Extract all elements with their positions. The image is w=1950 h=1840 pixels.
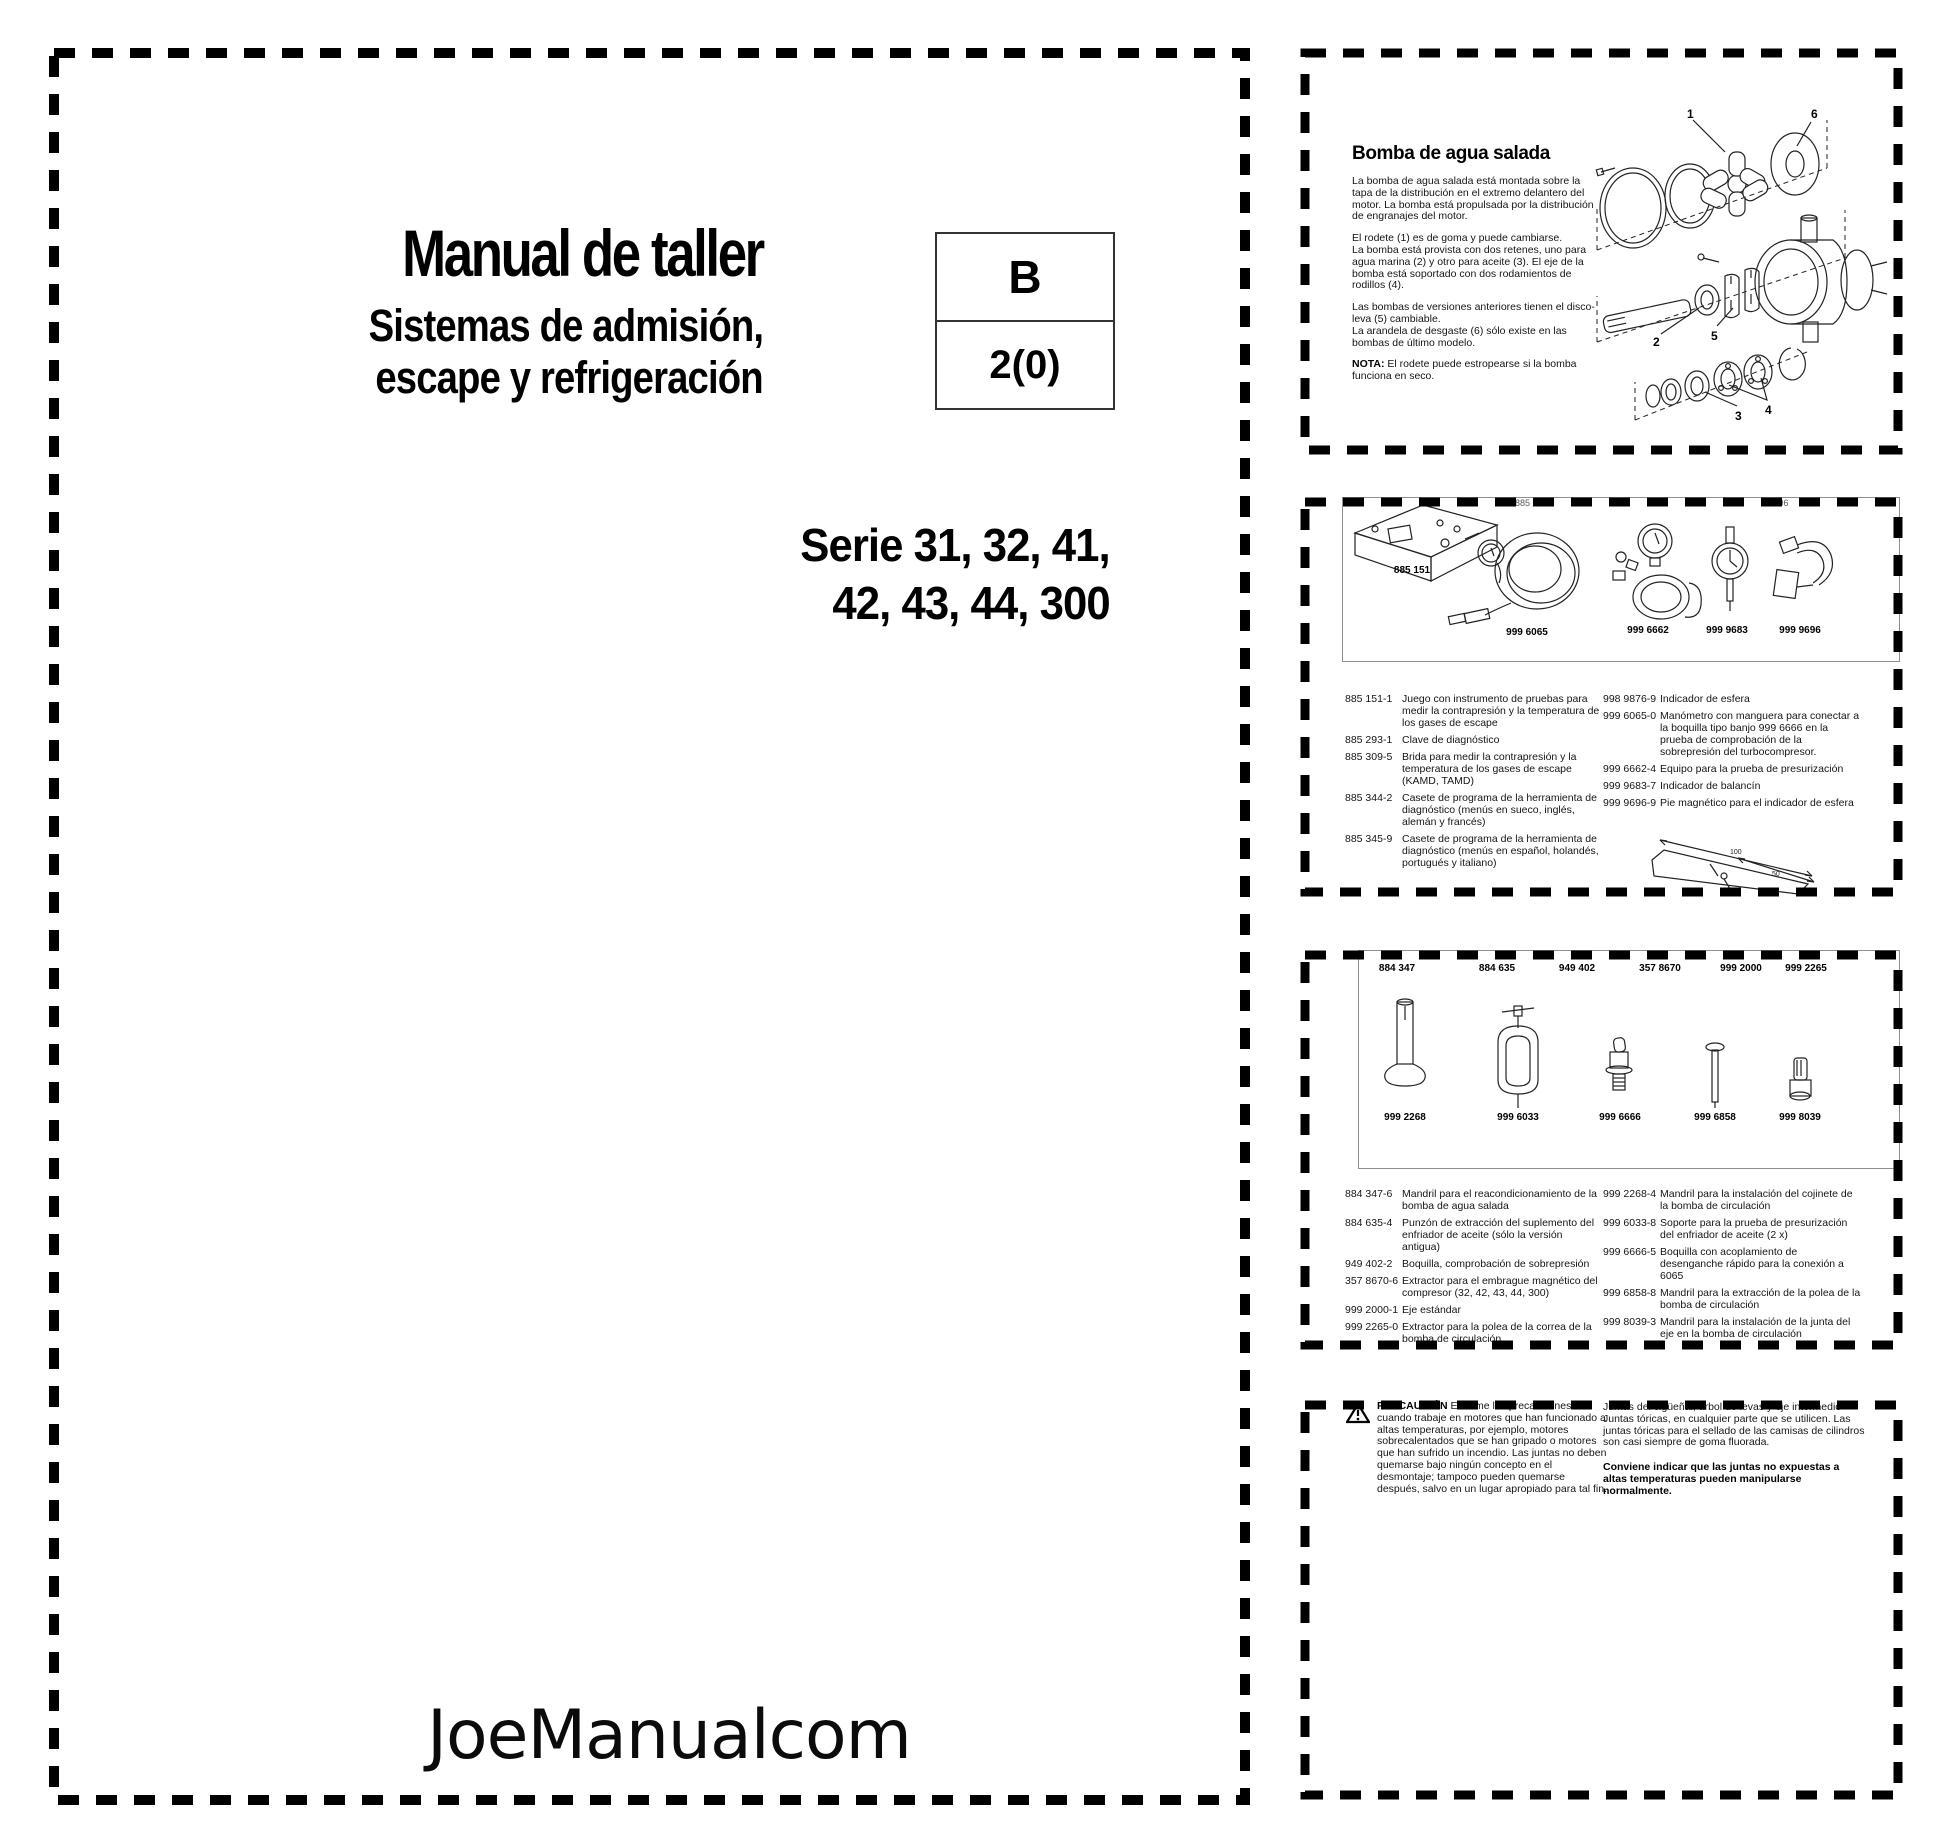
part-number: 999 9683-7 <box>1603 780 1657 792</box>
parts-list-right <box>1603 693 1861 814</box>
part-number: 885 293-1 <box>1345 734 1393 746</box>
series-line2: 42, 43, 44, 300 <box>832 577 1110 629</box>
panel-caution <box>1300 1400 1903 1800</box>
part-description: Pie magnético para el indicador de esfera <box>1660 797 1854 809</box>
part-number: 884 347-6 <box>1345 1188 1393 1200</box>
hose-with-gauge-icon <box>1448 533 1579 625</box>
part-row <box>1603 780 1861 792</box>
dimension-100: 100 <box>1730 849 1742 856</box>
part-description: Casete de programa de la herramienta de diagnóstico (menús en sueco, inglés, alemán y francés) <box>1402 792 1597 828</box>
clipped-tool-label: 88 <box>1648 498 1659 508</box>
tool-label: 999 9696 <box>1779 625 1821 636</box>
part-row <box>1345 1275 1603 1299</box>
note-label: NOTA: <box>1352 358 1385 371</box>
callout-4: 4 <box>1765 403 1772 417</box>
gaskets-block <box>1603 1402 1865 1498</box>
part-row <box>1345 792 1603 828</box>
part-row <box>1603 797 1861 809</box>
callout-1: 1 <box>1687 107 1694 121</box>
part-number: 999 2265-0 <box>1345 1321 1399 1333</box>
part-number: 999 9696-9 <box>1603 797 1657 809</box>
pump-housing-illustration <box>1755 215 1887 342</box>
gaskets-paragraph: Juntas tóricas, en cualquier parte que se utilicen. Las juntas tóricas para el sellado de las camisas de cilindros son casi siempre de goma fluorada. <box>1603 1412 1865 1449</box>
part-description: Extractor para el embrague magnético del compresor (32, 42, 43, 44, 300) <box>1402 1275 1598 1299</box>
pump-description <box>1352 176 1595 393</box>
pump-paragraph: El rodete (1) es de goma y puede cambiarse. <box>1352 232 1563 245</box>
part-row <box>1603 1217 1861 1241</box>
warning-triangle-icon <box>1346 1402 1370 1424</box>
part-number: 999 2000-1 <box>1345 1304 1399 1316</box>
part-row <box>1603 693 1861 705</box>
part-description: Mandril para el reacondicionamiento de la bomba de agua salada <box>1402 1188 1597 1212</box>
part-description: Brida para medir la contrapresión y la temperatura de los gases de escape (KAMD, TAMD) <box>1402 751 1577 787</box>
part-description: Boquilla con acoplamiento de desenganche rápido para la conexión a 6065 <box>1660 1246 1844 1282</box>
part-description: Equipo para la prueba de presurización <box>1660 763 1844 775</box>
part-number: 999 2268-4 <box>1603 1188 1657 1200</box>
part-row <box>1345 1304 1603 1316</box>
pressure-test-kit-icon <box>1613 524 1701 619</box>
callout-3: 3 <box>1735 409 1742 423</box>
callout-6: 6 <box>1811 107 1818 121</box>
cover-panel <box>49 48 1250 1805</box>
section-code-box <box>935 232 1115 410</box>
part-description: Manómetro con manguera para conectar a la boquilla tipo banjo 999 6666 en la prueba de comprobación de la sobrepresión del turbocompresor. <box>1660 710 1860 758</box>
manual-subtitle-line2: escape y refrigeración <box>375 352 763 403</box>
clipped-tool-label: 885 293 <box>1515 498 1548 508</box>
hose-connector-icon <box>1773 537 1832 599</box>
tool-label: 999 2265 <box>1785 963 1827 974</box>
part-description: Mandril para la instalación del cojinete de la bomba de circulación <box>1660 1188 1853 1212</box>
part-row <box>1345 833 1603 869</box>
callout-5: 5 <box>1711 329 1718 343</box>
dial-indicator-icon <box>1712 527 1748 611</box>
gaskets-line1: Juntas del cigüeñal, árbol de levas y eje intermedio <box>1603 1401 1842 1413</box>
part-row <box>1345 1217 1603 1253</box>
pump-paragraph: La bomba está provista con dos retenes, uno para agua marina (2) y otro para aceite (3). El eje de la bomba está soportado con dos rodamientos de rodillos (4). <box>1352 243 1587 292</box>
part-number: 949 402-2 <box>1345 1258 1393 1270</box>
part-description: Mandril para la extracción de la polea de la bomba de circulación <box>1660 1287 1861 1311</box>
part-number: 999 6662-4 <box>1603 763 1657 775</box>
section-number: 2(0) <box>989 342 1061 387</box>
mandrel-icon <box>1385 999 1426 1086</box>
watermark: JoeManualcom <box>427 1696 911 1775</box>
tool-label: 884 635 <box>1478 963 1516 974</box>
tool-label: 999 2268 <box>1384 1112 1426 1123</box>
tool-label: 999 2000 <box>1720 963 1762 974</box>
tool-label: 884 347 <box>1378 963 1416 974</box>
part-number: 999 8039-3 <box>1603 1316 1657 1328</box>
part-number: 999 6033-8 <box>1603 1217 1657 1229</box>
manual-subtitle-line1: Sistemas de admisión, <box>368 300 763 351</box>
tool-label: 999 6065 <box>1506 627 1548 638</box>
pump-section-title: Bomba de agua salada <box>1352 143 1550 164</box>
wedge-block-diagram <box>1640 830 1840 897</box>
manual-title: Manual de taller <box>402 216 763 290</box>
part-row <box>1603 710 1861 758</box>
bearing-illustration <box>1714 355 1772 396</box>
part-row <box>1603 1246 1861 1282</box>
clipped-tool-label: 88 <box>1728 498 1739 508</box>
tool-label: 999 9683 <box>1706 625 1748 636</box>
series-line1: Serie 31, 32, 41, <box>800 519 1110 571</box>
part-description: Extractor para la polea de la correa de la bomba de circulación <box>1402 1321 1592 1345</box>
part-number: 884 635-4 <box>1345 1217 1393 1229</box>
tool-label: 949 402 <box>1558 963 1596 974</box>
pump-paragraph: La bomba de agua salada está montada sobre la tapa de la distribución en el extremo delantero del motor. La bomba está propulsada por la distribución de engranajes del motor. <box>1352 175 1594 223</box>
tool-label: 357 8670 <box>1639 963 1681 974</box>
pump-note <box>1352 359 1595 383</box>
part-number: 999 6065-0 <box>1603 710 1657 722</box>
part-row <box>1345 1258 1603 1270</box>
pump-exploded-diagram <box>1595 90 1900 452</box>
part-row <box>1603 1188 1861 1212</box>
part-number: 885 345-9 <box>1345 833 1393 845</box>
standard-shaft-icon <box>1706 1043 1724 1108</box>
shackle-support-icon <box>1498 1006 1538 1108</box>
tool-label: 999 6666 <box>1599 1112 1641 1123</box>
parts-list-right <box>1603 1188 1861 1345</box>
part-description: Indicador de balancín <box>1660 780 1761 792</box>
part-row <box>1345 693 1603 729</box>
part-row <box>1345 1321 1603 1345</box>
part-description: Boquilla, comprobación de sobrepresión <box>1402 1258 1590 1270</box>
tool-label: 999 6662 <box>1627 625 1669 636</box>
part-row <box>1603 763 1861 775</box>
callout-2: 2 <box>1653 335 1660 349</box>
part-description: Punzón de extracción del suplemento del enfriador de aceite (sólo la versión antigua) <box>1402 1217 1595 1253</box>
tool-label: 999 6858 <box>1694 1112 1736 1123</box>
clipped-tool-label: 90 96 <box>1766 498 1789 508</box>
tool-label: 999 8039 <box>1779 1112 1821 1123</box>
part-description: Juego con instrumento de pruebas para medir la contrapresión y la temperatura de los gases de escape <box>1402 693 1600 729</box>
part-description: Mandril para la instalación de la junta del eje en la bomba de circulación <box>1660 1316 1851 1340</box>
part-row <box>1345 1188 1603 1212</box>
part-row <box>1603 1287 1861 1311</box>
panel-mandrel-tools <box>1300 950 1903 1350</box>
small-mandrel-icon <box>1790 1058 1811 1100</box>
tool-label: 885 151 <box>1393 565 1431 576</box>
part-number: 885 344-2 <box>1345 792 1393 804</box>
impeller-illustration <box>1699 152 1771 216</box>
tools-illustration <box>1360 950 1898 1167</box>
part-number: 999 6666-5 <box>1603 1246 1657 1258</box>
part-number: 885 151-1 <box>1345 693 1393 705</box>
pump-paragraph: Las bombas de versiones anteriores tienen el disco-leva (5) cambiable. <box>1352 301 1595 325</box>
part-row <box>1345 734 1603 746</box>
part-number: 885 309-5 <box>1345 751 1393 763</box>
parts-list-left <box>1345 1188 1603 1350</box>
gaskets-note-bold: Conviene indicar que las juntas no expuestas a altas temperaturas pueden manipularse normalmente. <box>1603 1461 1840 1497</box>
part-row <box>1345 751 1603 787</box>
caution-text: Extreme las precauciones cuando trabaje en motores que han funcionado a altas temperaturas, por ejemplo, motores sobrecalentados que se han gripado o motores que han sufrido un incendio. Las juntas no deben quemarse bajo ningún concepto en el desmontaje; tampoco pueden quemarse después, salvo en un lugar apropiado para tal fin. <box>1377 1400 1607 1495</box>
pump-paragraph: La arandela de desgaste (6) sólo existe en las bombas de último modelo. <box>1352 324 1567 349</box>
part-number: 998 9876-9 <box>1603 693 1657 705</box>
part-number: 999 6858-8 <box>1603 1287 1657 1299</box>
part-description: Casete de programa de la herramienta de diagnóstico (menús en español, holandés, portugués y italiano) <box>1402 833 1599 869</box>
part-row <box>1603 1316 1861 1340</box>
caution-label: PRECAUCIÓN <box>1377 1400 1448 1412</box>
panel-diagnostic-tools <box>1300 497 1903 897</box>
parts-list-left <box>1345 693 1603 874</box>
part-description: Clave de diagnóstico <box>1402 734 1500 746</box>
part-number: 357 8670-6 <box>1345 1275 1399 1287</box>
section-letter: B <box>937 234 1113 322</box>
dimension-50: 50 <box>1772 871 1780 878</box>
note-text: El rodete puede estropearse si la bomba funciona en seco. <box>1352 358 1577 383</box>
caution-block <box>1346 1401 1608 1495</box>
panel-salt-water-pump <box>1300 48 1903 455</box>
nozzle-icon <box>1606 1037 1632 1090</box>
series-list <box>801 516 1110 632</box>
tool-label: 999 6033 <box>1497 1112 1539 1123</box>
part-description: Soporte para la prueba de presurización del enfriador de aceite (2 x) <box>1660 1217 1848 1241</box>
part-description: Indicador de esfera <box>1660 693 1750 705</box>
part-description: Eje estándar <box>1402 1304 1461 1316</box>
